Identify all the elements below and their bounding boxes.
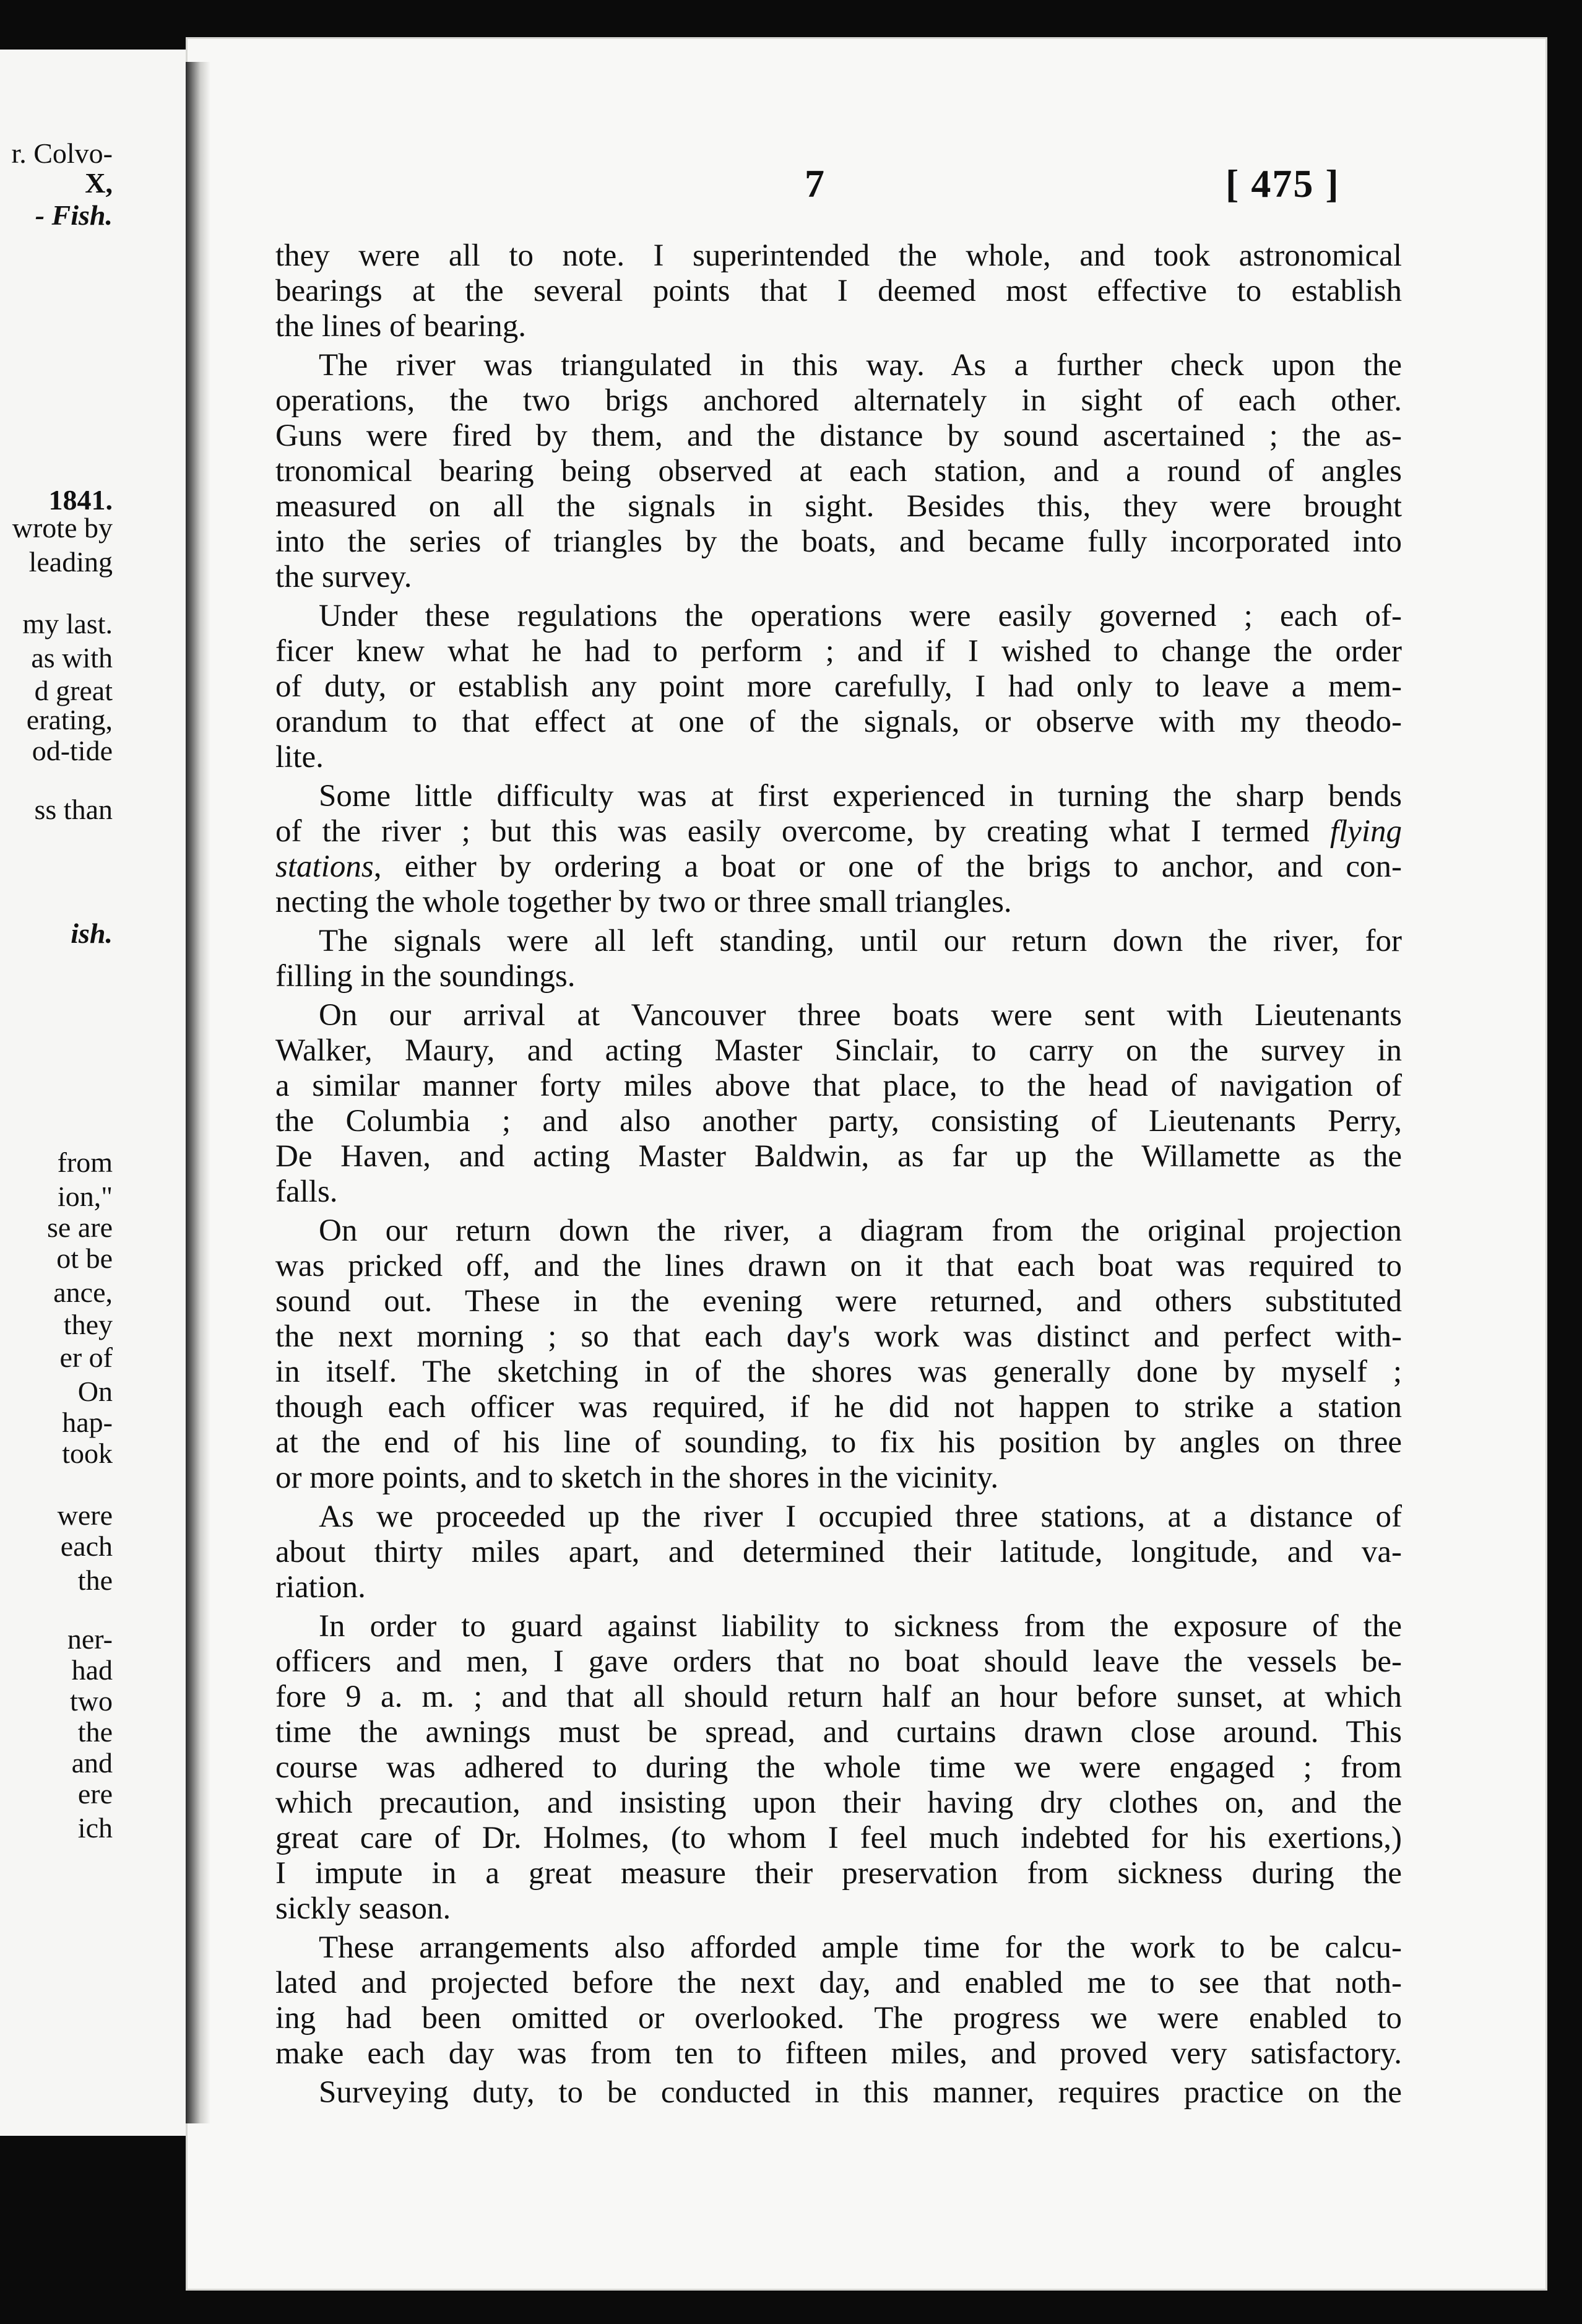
left-page-line: each — [60, 1530, 113, 1562]
text-line: ing had been omitted or overlooked. The progress we were enabled to — [275, 2001, 1402, 2036]
left-page-line: On — [77, 1376, 113, 1407]
left-page-line: - Fish. — [35, 199, 113, 231]
document-page — [186, 37, 1547, 2291]
text-line: Surveying duty, to be conducted in this manner, requires practice on the — [319, 2075, 1402, 2110]
text-line: fore 9 a. m. ; and that all should return half an hour before sunset, at which — [275, 1680, 1402, 1714]
left-page-line: the — [77, 1716, 113, 1748]
left-page-line: as with — [31, 642, 113, 674]
text-line: I impute in a great measure their preservation from sickness during the — [275, 1856, 1402, 1891]
text-line: On our return down the river, a diagram from the original projection — [319, 1213, 1402, 1248]
left-page-line: er of — [59, 1342, 113, 1373]
left-page-line: ish. — [71, 917, 113, 949]
text-line: sickly season. — [275, 1891, 451, 1926]
left-page-line: they — [63, 1309, 113, 1340]
text-line: filling in the soundings. — [275, 959, 576, 994]
body-text — [275, 238, 1402, 2110]
text-line: On our arrival at Vancouver three boats were sent with Lieutenants — [319, 998, 1402, 1033]
text-line: make each day was from ten to fifteen miles, and proved very satisfactory. — [275, 2036, 1402, 2071]
text-line: Under these regulations the operations were easily governed ; each of- — [319, 599, 1402, 633]
text-line: which precaution, and insisting upon their having dry clothes on, and the — [275, 1785, 1402, 1820]
text-line: ficer knew what he had to perform ; and if I wished to change the order — [275, 634, 1402, 669]
text-line: De Haven, and acting Master Baldwin, as far up the Willamette as the — [275, 1139, 1402, 1174]
left-page-line: ot be — [56, 1242, 113, 1274]
text-line: lite. — [275, 740, 324, 774]
left-page-line: ich — [77, 1812, 113, 1844]
text-line: orandum to that effect at one of the signals, or observe with my theodo- — [275, 705, 1402, 739]
text-line: of the river ; but this was easily overcome, by creating what I termed flying — [275, 814, 1402, 849]
left-page-line: ere — [77, 1778, 113, 1810]
text-line: bearings at the several points that I deemed most effective to establish — [275, 274, 1402, 308]
text-line: measured on all the signals in sight. Besides this, they were brought — [275, 489, 1402, 524]
text-line: of duty, or establish any point more carefully, I had only to leave a mem- — [275, 669, 1402, 704]
text-line: riation. — [275, 1570, 366, 1605]
left-page-line: erating, — [26, 704, 113, 735]
text-line: falls. — [275, 1174, 338, 1209]
left-page-line: the — [77, 1564, 113, 1596]
text-line: they were all to note. I superintended the whole, and took astronomical — [275, 238, 1402, 273]
left-page-line: two — [70, 1685, 113, 1717]
text-line: though each officer was required, if he did not happen to strike a station — [275, 1390, 1402, 1424]
text-line: course was adhered to during the whole time we were engaged ; from — [275, 1750, 1402, 1785]
left-page-line: d great — [34, 675, 113, 706]
text-line: lated and projected before the next day, and enabled me to see that noth- — [275, 1966, 1402, 2000]
text-line: in itself. The sketching in of the shores was generally done by myself ; — [275, 1355, 1402, 1389]
left-page-line: ion," — [57, 1181, 113, 1212]
text-line: about thirty miles apart, and determined their latitude, longitude, and va- — [275, 1535, 1402, 1569]
page-number: 7 — [805, 162, 824, 206]
previous-page-fragment — [0, 50, 186, 2136]
text-line: a similar manner forty miles above that place, to the head of navigation of — [275, 1069, 1402, 1103]
left-page-line: ner- — [67, 1623, 113, 1655]
left-page-line: from — [57, 1147, 113, 1178]
text-line: into the series of triangles by the boats, and became fully incorporated into — [275, 524, 1402, 559]
text-line: the Columbia ; and also another party, consisting of Lieutenants Perry, — [275, 1104, 1402, 1138]
text-line: The river was triangulated in this way. As a further check upon the — [319, 348, 1402, 383]
text-line: sound out. These in the evening were returned, and others substituted — [275, 1284, 1402, 1319]
text-line: necting the whole together by two or three small triangles. — [275, 885, 1012, 919]
text-line: Guns were fired by them, and the distance by sound ascertained ; the as- — [275, 418, 1402, 453]
text-line: time the awnings must be spread, and curtains drawn close around. This — [275, 1715, 1402, 1750]
series-number: [ 475 ] — [1225, 162, 1340, 206]
left-page-line: were — [57, 1499, 113, 1531]
left-page-line: od-tide — [32, 735, 113, 766]
text-line: stations, either by ordering a boat or one of the brigs to anchor, and con- — [275, 849, 1402, 884]
text-line: or more points, and to sketch in the shores in the vicinity. — [275, 1460, 999, 1495]
text-line: the survey. — [275, 560, 412, 594]
text-line: Walker, Maury, and acting Master Sinclair, to carry on the survey in — [275, 1033, 1402, 1068]
text-line: Some little difficulty was at first experienced in turning the sharp bends — [319, 779, 1402, 813]
left-page-line: r. Colvo- — [11, 137, 113, 169]
text-line: officers and men, I gave orders that no boat should leave the vessels be- — [275, 1644, 1402, 1679]
left-page-line: wrote by — [12, 512, 113, 544]
text-line: As we proceeded up the river I occupied three stations, at a distance of — [319, 1499, 1402, 1534]
left-page-line: took — [62, 1437, 113, 1469]
text-line: the lines of bearing. — [275, 309, 527, 344]
left-page-line: and — [71, 1747, 113, 1779]
text-line: These arrangements also afforded ample time for the work to be calcu- — [319, 1930, 1402, 1965]
left-page-line: se are — [47, 1212, 113, 1243]
text-line: at the end of his line of sounding, to fix his position by angles on three — [275, 1425, 1402, 1460]
text-line: the next morning ; so that each day's work was distinct and perfect with- — [275, 1319, 1402, 1354]
left-page-line: leading — [28, 546, 113, 578]
book-gutter — [186, 62, 210, 2123]
text-line: tronomical bearing being observed at each station, and a round of angles — [275, 454, 1402, 488]
left-page-line: ance, — [53, 1277, 113, 1308]
text-line: great care of Dr. Holmes, (to whom I feel much indebted for his exertions,) — [275, 1821, 1402, 1855]
left-page-line: hap- — [62, 1407, 113, 1438]
left-page-line: had — [71, 1654, 113, 1686]
left-page-line: my last. — [22, 608, 113, 640]
left-page-line: 1841. — [48, 484, 113, 516]
left-page-line: ss than — [34, 794, 113, 825]
left-page-line: X, — [85, 167, 113, 199]
text-line: In order to guard against liability to sickness from the exposure of the — [319, 1609, 1402, 1644]
text-line: operations, the two brigs anchored alternately in sight of each other. — [275, 383, 1402, 418]
text-line: The signals were all left standing, until our return down the river, for — [319, 924, 1402, 958]
text-line: was pricked off, and the lines drawn on it that each boat was required to — [275, 1249, 1402, 1283]
